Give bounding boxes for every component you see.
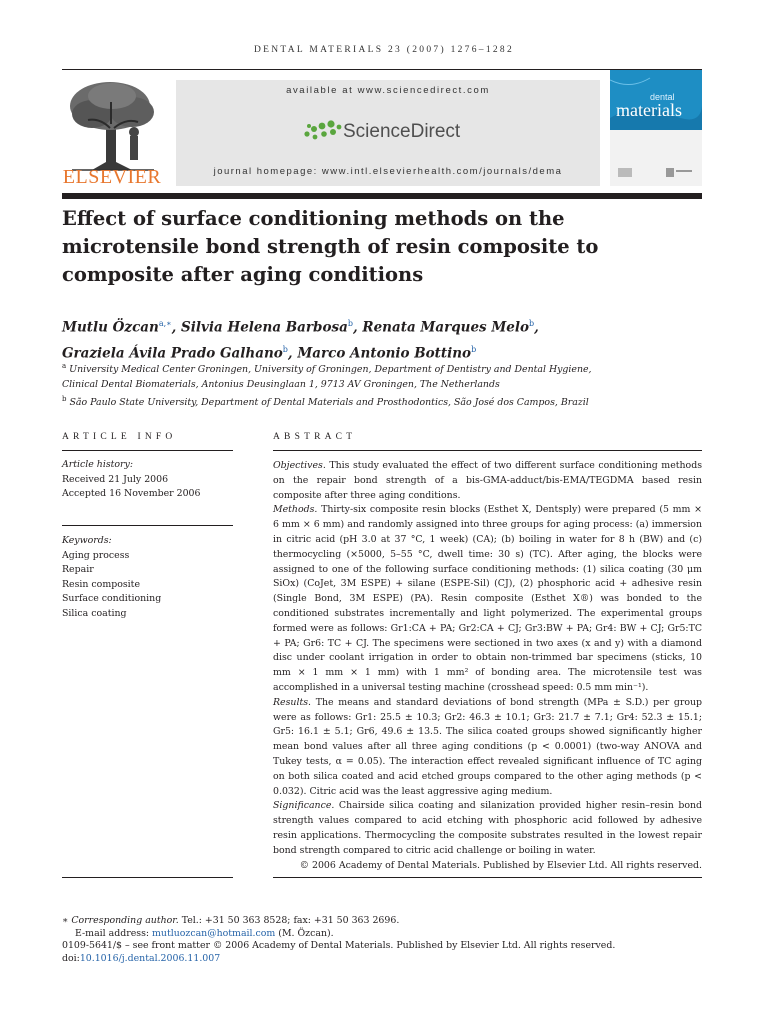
- abstract-rule: [273, 450, 702, 451]
- keywords-rule: [62, 525, 233, 526]
- author-list: [62, 313, 662, 364]
- keyword-item: Repair: [62, 564, 94, 575]
- email-prefix: E-mail address:: [75, 927, 150, 939]
- author-name: Silvia Helena Barbosa: [181, 319, 348, 336]
- article-title: Effect of surface conditioning methods on the microtensile bond strength of resin composite to composite after aging conditions: [62, 207, 599, 286]
- corresponding-label: Corresponding author.: [71, 915, 179, 926]
- author-affil-mark[interactable]: b: [282, 344, 288, 354]
- keyword-item: Aging process: [62, 549, 130, 561]
- author-name: Mutlu Özcan: [62, 319, 159, 336]
- footnote-star: ∗: [62, 915, 69, 926]
- copyright-line: © 2006 Academy of Dental Materials. Published by Elsevier Ltd. All rights reserved.: [299, 859, 702, 871]
- significance-text: Chairside silica coating and silanization provided higher resin–resin bond strength values compared to acid etching with phosphoric acid followed by adhesive resin applications. Thermocycling the composite substrates resulted in the lowest repair bond strength compared to citric acid challenge or boiling in water.: [273, 800, 703, 856]
- author-separator: ,: [171, 319, 182, 336]
- received-date: Received 21 July 2006: [62, 473, 169, 485]
- keyword-item: Silica coating: [62, 607, 127, 619]
- affiliation-a-cont: Clinical Dental Biomaterials, Antonius Deusinglaan 1, 9713 AV Groningen, The Netherlands: [62, 378, 500, 390]
- keywords-block: [62, 534, 233, 621]
- doi-prefix: doi:: [62, 952, 80, 964]
- affiliations: [62, 359, 702, 411]
- cover-lower-band: [610, 130, 702, 186]
- author-name: Renata Marques Melo: [362, 319, 530, 336]
- author-affil-mark[interactable]: b: [347, 319, 353, 328]
- sciencedirect-dots-icon: [301, 118, 343, 144]
- significance-label: Significance.: [273, 800, 335, 812]
- methods-text: Thirty-six composite resin blocks (Esthet X, Dentsply) were prepared (5 mm × 6 mm × 6 mm) and randomly assigned into three groups for aging process: (a) immersion in citric acid (pH 3.0 at 37 °C, 1 week) (CA); (b) boiling in water for 8 h (BW) and (c) thermocycling (×5000, 5–55 °C, dwell time: 30 s) (TC). After aging, the blocks were assigned to one of the following surface conditioning methods: (1) silica coating (30 μm SiOx) (CoJet, 3M ESPE) + silane (ESPE-Sil) (CJ), (2) phosphoric acid + adhesive resin (Single Bond, 3M ESPE) (PA). Resin composite (Esthet X®) was bonded to the conditioned substrates incrementally and light polymerized. The experimental groups formed were as follows: Gr1:CA + PA; Gr2:CA + CJ; Gr3:BW + PA; Gr4: BW + CJ; Gr5:TC + PA; Gr6: TC + CJ. The specimens were sectioned in two axes (x and y) with a diamond disc under coolant irrigation in order to obtain non-trimmed bar specimens (sticks, 10 mm × 1 mm × 1 mm) with 1 mm² of bonding area. The microtensile test was accomplished in a universal testing machine (crosshead speed: 0.5 mm min⁻¹).: [273, 504, 703, 693]
- available-at-text: available at www.sciencedirect.com: [286, 85, 490, 96]
- journal-homepage-text: journal homepage: www.intl.elsevierhealth.com/journals/dema: [213, 166, 563, 177]
- affiliation-mark: a: [62, 362, 67, 370]
- sciencedirect-wordmark: ScienceDirect: [343, 121, 461, 142]
- affiliation-mark: b: [62, 395, 67, 404]
- footnotes: [62, 915, 702, 965]
- keyword-item: Resin composite: [62, 578, 140, 590]
- abstract-body: [273, 459, 702, 873]
- corresponding-contact: Tel.: +31 50 363 8528; fax: +31 50 363 2696.: [181, 915, 400, 926]
- article-info-rule: [62, 450, 233, 451]
- article-info-end-rule: [62, 877, 233, 878]
- history-label: Article history:: [62, 459, 133, 470]
- author-affil-mark[interactable]: b: [529, 319, 535, 328]
- affiliation-line: São Paulo State University, Department of Dental Materials and Prosthodontics, São José dos Campos, Brazil: [69, 397, 589, 409]
- running-head: DENTAL MATERIALS 23 (2007) 1276–1282: [253, 45, 515, 55]
- results-label: Results.: [273, 696, 312, 708]
- author-name: Marco Antonio Bottino: [297, 345, 472, 361]
- abstract-methods: [273, 503, 702, 695]
- journal-cover: [610, 70, 702, 186]
- author-name: Graziela Ávila Prado Galhano: [62, 345, 283, 361]
- objectives-text: This study evaluated the effect of two different surface conditioning methods on the repair bond strength of a bis-GMA-adduct/bis-EMA/TEGDMA based resin composite after three aging conditions.: [273, 460, 703, 501]
- accepted-date: Accepted 16 November 2006: [62, 488, 201, 499]
- abstract-end-rule: [273, 877, 702, 878]
- affiliation-a: [62, 359, 702, 378]
- cover-title-dental: dental: [650, 92, 675, 102]
- author-affil-mark[interactable]: b: [471, 344, 477, 354]
- email-link[interactable]: mutluozcan@hotmail.com: [152, 927, 276, 939]
- article-info-heading: ARTICLE INFO: [62, 432, 177, 442]
- sciencedirect-banner: [176, 80, 600, 186]
- abstract-heading: ABSTRACT: [273, 432, 357, 442]
- affiliation-b: [62, 392, 702, 411]
- objectives-label: Objectives.: [273, 460, 326, 471]
- results-text: The means and standard deviations of bond strength (MPa ± S.D.) per group were as follows: Gr1: 25.5 ± 10.3; Gr2: 46.3 ± 10.1; Gr3: 21.7 ± 7.1; Gr4: 52.3 ± 15.1; Gr5: 16.1 ± 5.1; Gr6, 49.6 ± 13.5. The silica coated groups showed significantly higher mean bond values after all three aging conditions (p < 0.0001) (two-way ANOVA and Tukey tests, α = 0.05). The interaction effect revealed significant influence of TC aging on both silica coated and acid etched groups compared to the other aging methods (p < 0.032). Citric acid was the least aggressive aging medium.: [273, 696, 703, 797]
- cover-logos-graphic: [610, 130, 702, 186]
- cover-title-materials: materials: [616, 100, 682, 120]
- abstract-significance: [273, 799, 702, 858]
- doi-line: [62, 953, 702, 966]
- keywords-label: Keywords:: [62, 535, 112, 546]
- affiliation-line: University Medical Center Groningen, University of Groningen, Department of Dentistry and Dental Hygiene,: [69, 364, 592, 376]
- author-separator: ,: [287, 345, 298, 361]
- doi-link[interactable]: 10.1016/j.dental.2006.11.007: [79, 952, 221, 964]
- author-separator: ,: [352, 319, 363, 336]
- author-separator: ,: [534, 319, 539, 336]
- issn-line: 0109-5641/$ – see front matter © 2006 Academy of Dental Materials. Published by Elsevier Ltd. All rights reserved.: [62, 940, 616, 952]
- header-rule: [62, 69, 702, 70]
- author-affil-mark[interactable]: a,∗: [158, 319, 172, 328]
- article-history: [62, 458, 233, 502]
- email-suffix: (M. Özcan).: [278, 927, 334, 939]
- elsevier-wordmark: ELSEVIER: [62, 166, 162, 188]
- corresponding-author-note: [62, 915, 702, 928]
- abstract-objectives: [273, 459, 702, 503]
- email-note: [62, 928, 702, 941]
- abstract-results: [273, 696, 702, 800]
- keyword-item: Surface conditioning: [62, 593, 162, 604]
- title-rule: [62, 193, 702, 199]
- methods-label: Methods.: [273, 504, 318, 516]
